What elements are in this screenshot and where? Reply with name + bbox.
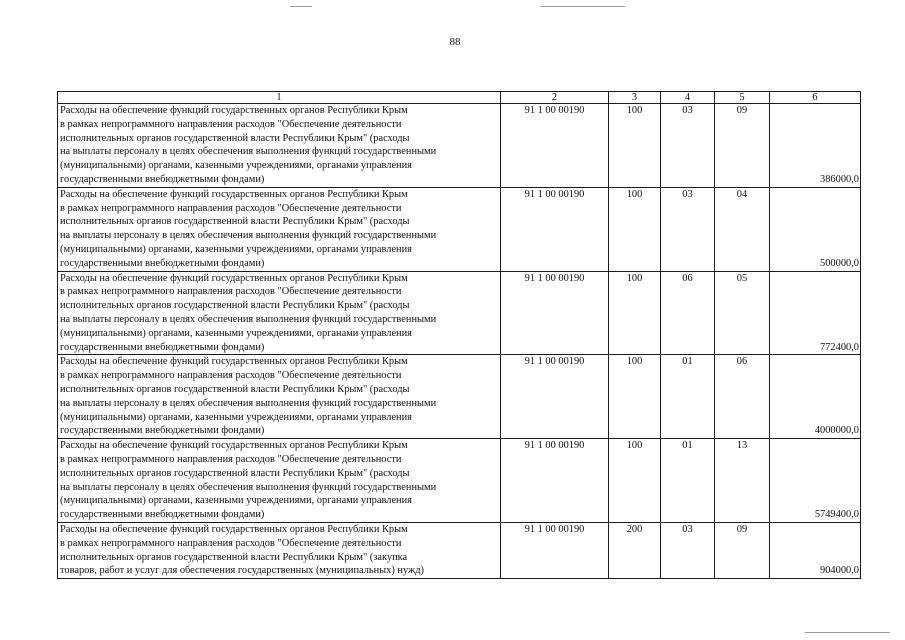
row-subsection: 09 <box>715 104 770 188</box>
row-section: 03 <box>661 104 715 188</box>
row-expense-type: 100 <box>609 187 661 271</box>
row-amount: 500000,0 <box>770 187 861 271</box>
row-subsection: 06 <box>715 355 770 439</box>
row-section: 03 <box>661 187 715 271</box>
scan-artifact-line <box>805 632 890 633</box>
column-header: 2 <box>501 92 609 104</box>
table-row <box>58 522 861 578</box>
row-code: 91 1 00 00190 <box>501 187 609 271</box>
row-amount: 904000,0 <box>770 522 861 578</box>
row-section: 01 <box>661 439 715 523</box>
table-row <box>58 104 861 188</box>
row-description: Расходы на обеспечение функций государственных органов Республики Крым в рамках непрограммного направления расходов "Обеспечение деятельности исполнительных органов государственной власти Республики Крым" (закупка товаров, работ и услуг для обеспечения государственных (муниципальных) нужд) <box>58 522 501 578</box>
column-header: 5 <box>715 92 770 104</box>
table-header-row <box>58 92 861 104</box>
column-header: 6 <box>770 92 861 104</box>
row-code: 91 1 00 00190 <box>501 271 609 355</box>
row-code: 91 1 00 00190 <box>501 104 609 188</box>
row-section: 06 <box>661 271 715 355</box>
row-amount: 386000,0 <box>770 104 861 188</box>
row-description: Расходы на обеспечение функций государственных органов Республики Крым в рамках непрограммного направления расходов "Обеспечение деятельности исполнительных органов государственной власти Республики Крым" (расходы на выплаты персоналу в целях обеспечения выполнения функций государственными (муниципальными) органами, казенными учреждениями, органами управления государственными внебюджетными фондами) <box>58 104 501 188</box>
column-header: 4 <box>661 92 715 104</box>
row-subsection: 13 <box>715 439 770 523</box>
row-amount: 772400,0 <box>770 271 861 355</box>
row-expense-type: 200 <box>609 522 661 578</box>
table-row <box>58 355 861 439</box>
row-expense-type: 100 <box>609 104 661 188</box>
row-expense-type: 100 <box>609 271 661 355</box>
row-description: Расходы на обеспечение функций государственных органов Республики Крым в рамках непрограммного направления расходов "Обеспечение деятельности исполнительных органов государственной власти Республики Крым" (расходы на выплаты персоналу в целях обеспечения выполнения функций государственными (муниципальными) органами, казенными учреждениями, органами управления государственными внебюджетными фондами) <box>58 439 501 523</box>
table-row <box>58 187 861 271</box>
budget-table <box>57 91 861 579</box>
page-number: 88 <box>449 36 461 48</box>
row-description: Расходы на обеспечение функций государственных органов Республики Крым в рамках непрограммного направления расходов "Обеспечение деятельности исполнительных органов государственной власти Республики Крым" (расходы на выплаты персоналу в целях обеспечения выполнения функций государственными (муниципальными) органами, казенными учреждениями, органами управления государственными внебюджетными фондами) <box>58 271 501 355</box>
scan-artifact-line <box>540 6 625 7</box>
row-subsection: 09 <box>715 522 770 578</box>
row-code: 91 1 00 00190 <box>501 522 609 578</box>
row-expense-type: 100 <box>609 439 661 523</box>
row-description: Расходы на обеспечение функций государственных органов Республики Крым в рамках непрограммного направления расходов "Обеспечение деятельности исполнительных органов государственной власти Республики Крым" (расходы на выплаты персоналу в целях обеспечения выполнения функций государственными (муниципальными) органами, казенными учреждениями, органами управления государственными внебюджетными фондами) <box>58 355 501 439</box>
table-row <box>58 439 861 523</box>
row-description: Расходы на обеспечение функций государственных органов Республики Крым в рамках непрограммного направления расходов "Обеспечение деятельности исполнительных органов государственной власти Республики Крым" (расходы на выплаты персоналу в целях обеспечения выполнения функций государственными (муниципальными) органами, казенными учреждениями, органами управления государственными внебюджетными фондами) <box>58 187 501 271</box>
row-code: 91 1 00 00190 <box>501 439 609 523</box>
column-header: 1 <box>58 92 501 104</box>
row-section: 03 <box>661 522 715 578</box>
row-subsection: 05 <box>715 271 770 355</box>
row-expense-type: 100 <box>609 355 661 439</box>
column-header: 3 <box>609 92 661 104</box>
table-row <box>58 271 861 355</box>
scan-artifact-line <box>290 6 312 7</box>
row-amount: 4000000,0 <box>770 355 861 439</box>
row-subsection: 04 <box>715 187 770 271</box>
row-code: 91 1 00 00190 <box>501 355 609 439</box>
row-section: 01 <box>661 355 715 439</box>
row-amount: 5749400,0 <box>770 439 861 523</box>
